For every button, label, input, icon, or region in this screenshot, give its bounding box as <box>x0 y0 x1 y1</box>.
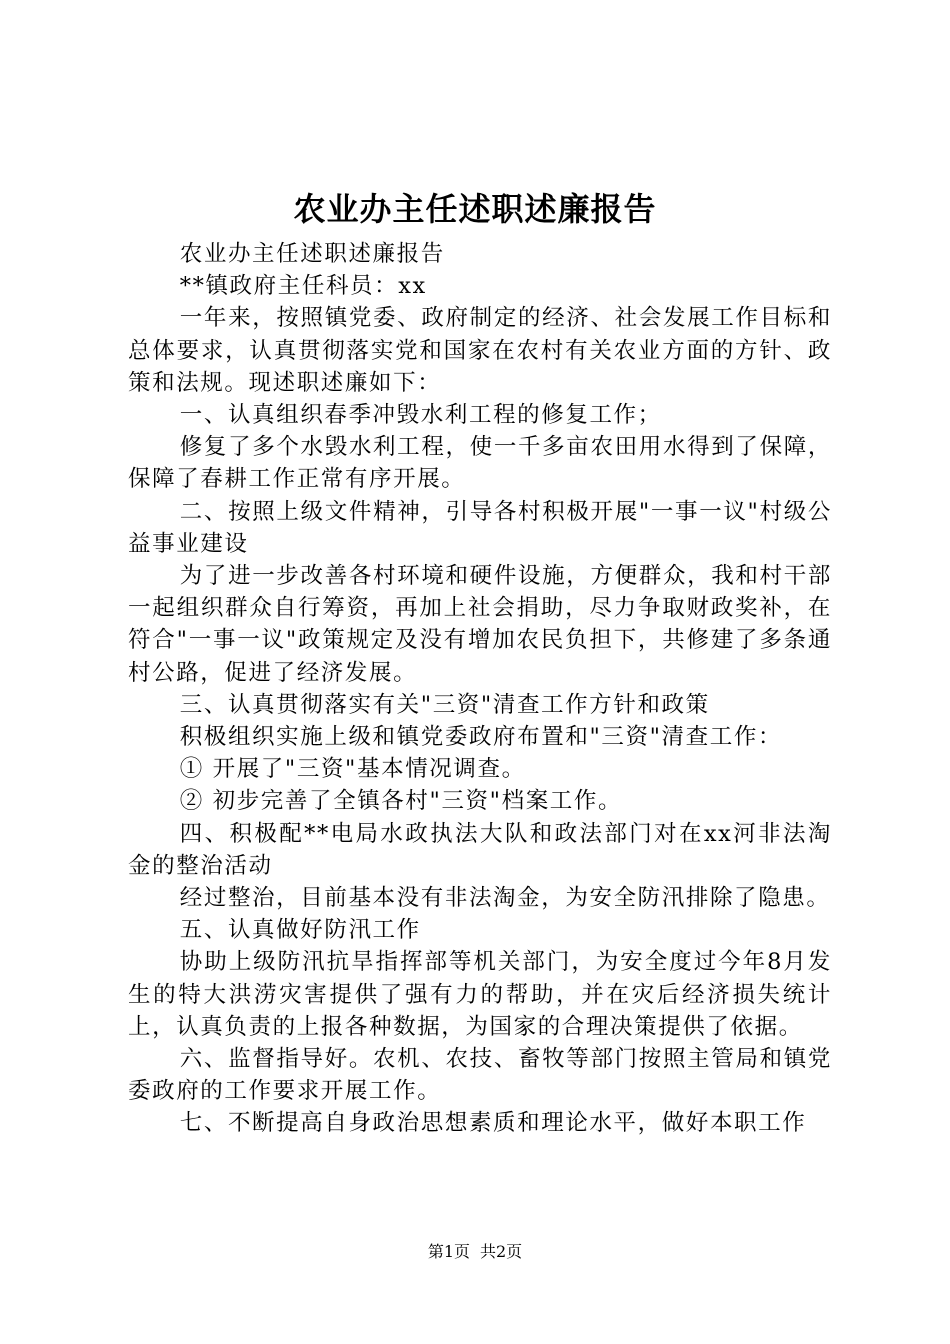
paragraph-section-7-heading: 七、不断提高自身政治思想素质和理论水平，做好本职工作 <box>179 1110 807 1137</box>
document-title: 农业办主任述职述廉报告 <box>293 190 657 228</box>
paragraph-intro: 一年来，按照镇党委、政府制定的经济、社会发展工作目标和总体要求，认真贯彻落实党和国家在农村有关农业方面的方针、政策和法规。现述职述廉如下： <box>128 305 832 396</box>
document-body <box>128 238 832 1140</box>
paragraph-section-4-heading: 四、积极配**电局水政执法大队和政法部门对在xx河非法淘金的整治活动 <box>128 820 832 879</box>
paragraph-section-3-heading: 三、认真贯彻落实有关"三资"清查工作方针和政策 <box>179 691 710 718</box>
paragraph-section-1-body: 修复了多个水毁水利工程，使一千多亩农田用水得到了保障，保障了春耕工作正常有序开展。 <box>128 434 832 493</box>
paragraph-section-3-item-2: ② 初步完善了全镇各村"三资"档案工作。 <box>179 788 623 815</box>
paragraph-section-2-heading: 二、按照上级文件精神，引导各村积极开展"一事一议"村级公益事业建设 <box>128 498 832 557</box>
paragraph-section-3-body: 积极组织实施上级和镇党委政府布置和"三资"清查工作： <box>179 724 783 751</box>
paragraph-section-1-heading: 一、认真组织春季冲毁水利工程的修复工作； <box>179 402 662 429</box>
paragraph-section-3-item-1: ① 开展了"三资"基本情况调查。 <box>179 756 526 783</box>
paragraph-section-2-body: 为了进一步改善各村环境和硬件设施，方便群众，我和村干部一起组织群众自行筹资，再加上社会捐助，尽力争取财政奖补，在符合"一事一议"政策规定及没有增加农民负担下，共修建了多条通村公路，促进了经济发展。 <box>128 563 832 686</box>
paragraph-section-6: 六、监督指导好。农机、农技、畜牧等部门按照主管局和镇党委政府的工作要求开展工作。 <box>128 1046 832 1105</box>
paragraph-subtitle: 农业办主任述职述廉报告 <box>179 241 445 267</box>
paragraph-section-4-body: 经过整治，目前基本没有非法淘金，为安全防汛排除了隐患。 <box>179 885 831 912</box>
page-total: 共2页 <box>480 1242 523 1261</box>
page-footer <box>0 1241 950 1263</box>
paragraph-author: **镇政府主任科员：xx <box>179 273 427 300</box>
page-number: 第1页 <box>427 1242 470 1261</box>
paragraph-section-5-heading: 五、认真做好防汛工作 <box>179 917 421 944</box>
paragraph-section-5-body: 协助上级防汛抗旱指挥部等机关部门，为安全度过今年8月发生的特大洪涝灾害提供了强有力的帮助，并在灾后经济损失统计上，认真负责的上报各种数据，为国家的合理决策提供了依据。 <box>128 949 832 1040</box>
